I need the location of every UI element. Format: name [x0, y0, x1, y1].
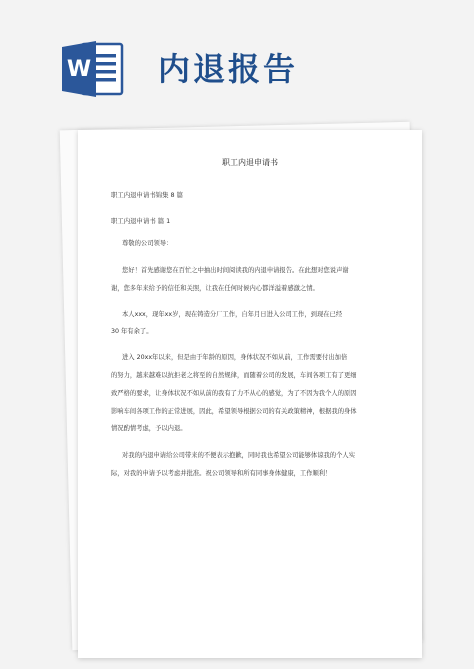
paragraph-line: 对我的内退申请给公司带来的不便表示抱歉，同时我也希望公司能够体谅我的个人实 [122, 452, 355, 459]
paragraph-line: 进入 20xx年以来，但是由于年龄的原因，身体状况不如从前，工作需要付出加倍 [122, 354, 348, 361]
paragraph-line: 本人xxx，现年xx岁，现在铸造分厂工作，自年月日进入公司工作，到现在已经 [122, 311, 343, 318]
paragraph-line: 情况酌情考虑，予以内退。 [111, 425, 187, 432]
section-heading: 职工内退申请书 篇 1 [111, 217, 171, 225]
document-title: 职工内退申请书 [222, 158, 278, 167]
paragraph-line: 谢，您多年来给予的信任和关照，让我在任何时候内心都洋溢着感激之情。 [111, 285, 319, 292]
salutation: 尊敬的公司领导： [122, 240, 173, 247]
document-page [78, 130, 422, 658]
paragraph-line: 致严格的要求，让身体状况不如从前的我有了力不从心的感觉，为了不因为我个人的原因 [111, 390, 357, 397]
collection-label: 职工内退申请书锦集 8 篇 [111, 191, 184, 199]
paragraph-line: 的努力，越来越难以抗拒老之将至的自然规律，而随着公司的发展，车间各项工有了更细 [111, 372, 357, 379]
paragraph-line: 影响车间各项工作的正常进展，因此，希望领导根据公司的有关政策精神，根据我的身体 [111, 408, 357, 415]
paragraph-line: 30 年有余了。 [111, 328, 153, 335]
word-icon [62, 40, 124, 98]
paragraph-line: 际，对我的申请予以考虑并批准。祝公司领导和所有同事身体健康，工作顺利！ [111, 470, 332, 477]
svg-text:W: W [66, 57, 92, 82]
report-title: 内退报告 [158, 50, 299, 88]
header [0, 0, 474, 112]
paragraph-line: 您好！首先感谢您在百忙之中抽出时间阅读我的内退申请报告。在此想对您说声谢 [122, 267, 349, 274]
